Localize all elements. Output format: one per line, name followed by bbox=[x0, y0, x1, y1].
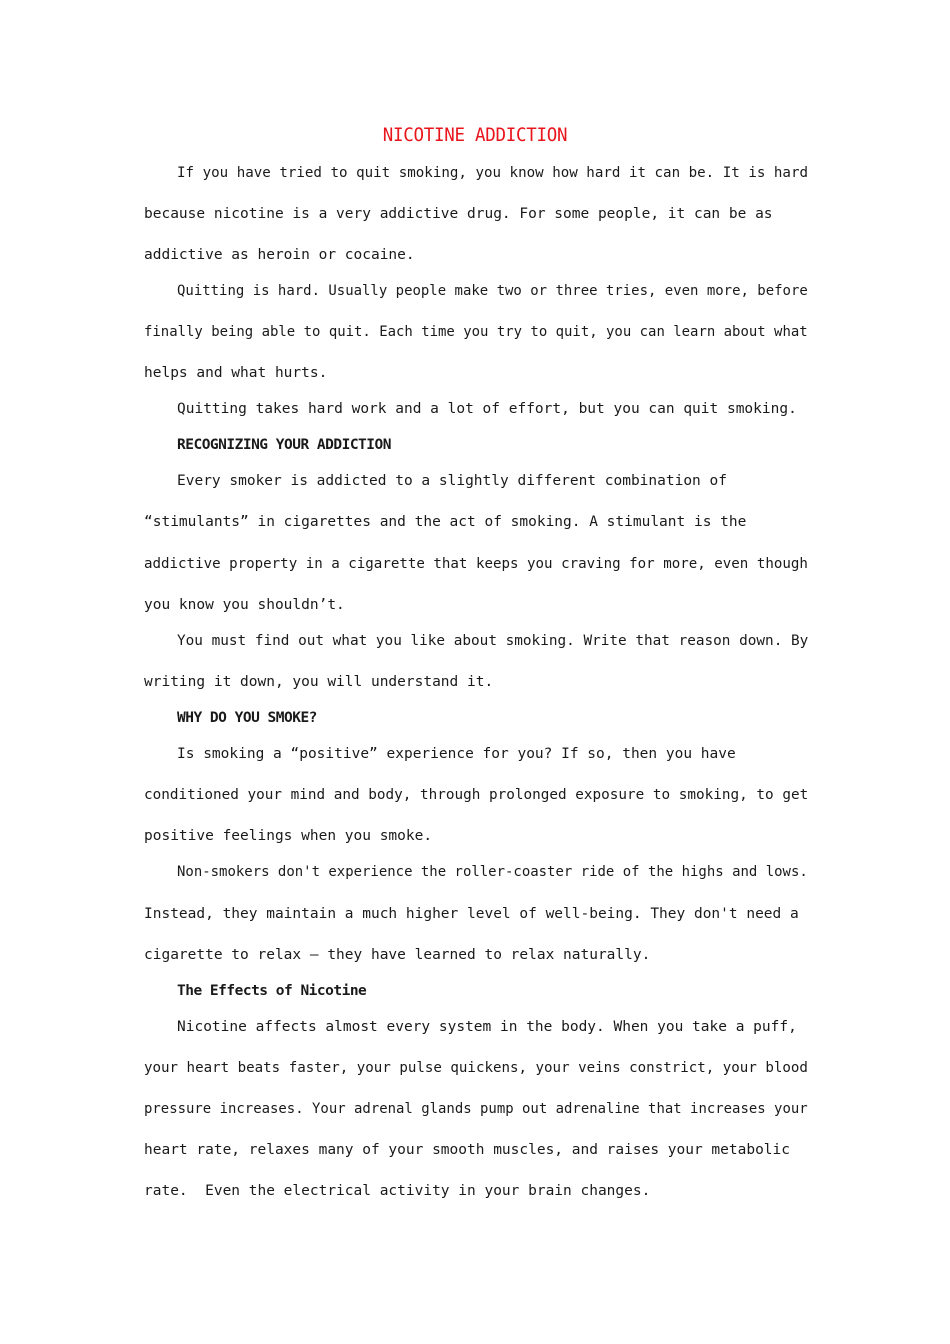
paragraph-line: Quitting takes hard work and a lot of effort, but you can quit smoking. bbox=[177, 401, 797, 417]
paragraph-line: pressure increases. Your adrenal glands pump out adrenaline that increases your bbox=[144, 1101, 808, 1117]
paragraph-line: addictive as heroin or cocaine. bbox=[144, 247, 415, 263]
paragraph-line: your heart beats faster, your pulse quickens, your veins constrict, your blood bbox=[144, 1060, 808, 1076]
section-heading: RECOGNIZING YOUR ADDICTION bbox=[177, 437, 391, 453]
section-heading: WHY DO YOU SMOKE? bbox=[177, 710, 317, 726]
paragraph-line: Instead, they maintain a much higher level of well-being. They don't need a bbox=[144, 906, 799, 922]
paragraph-line: because nicotine is a very addictive drug. For some people, it can be as bbox=[144, 206, 773, 222]
paragraph-line: rate. Even the electrical activity in your brain changes. bbox=[144, 1183, 651, 1199]
paragraph-line: Non-smokers don't experience the roller-coaster ride of the highs and lows. bbox=[177, 864, 808, 880]
paragraph-line: addictive property in a cigarette that keeps you craving for more, even though bbox=[144, 556, 808, 572]
paragraph-line: You must find out what you like about smoking. Write that reason down. By bbox=[177, 633, 809, 649]
paragraph-line: writing it down, you will understand it. bbox=[144, 674, 494, 690]
paragraph-line: Is smoking a “positive” experience for you? If so, then you have bbox=[177, 746, 736, 762]
section-heading: The Effects of Nicotine bbox=[177, 983, 367, 999]
paragraph-line: Every smoker is addicted to a slightly different combination of bbox=[177, 473, 727, 489]
paragraph-line: positive feelings when you smoke. bbox=[144, 828, 433, 844]
paragraph-line: “stimulants” in cigarettes and the act of smoking. A stimulant is the bbox=[144, 514, 747, 530]
paragraph-line: conditioned your mind and body, through prolonged exposure to smoking, to get bbox=[144, 787, 809, 803]
paragraph-line: If you have tried to quit smoking, you know how hard it can be. It is hard bbox=[177, 165, 809, 181]
page-title: NICOTINE ADDICTION bbox=[382, 124, 568, 146]
paragraph-line: helps and what hurts. bbox=[144, 365, 328, 381]
paragraph-line: you know you shouldn’t. bbox=[144, 597, 345, 613]
paragraph-line: Quitting is hard. Usually people make two or three tries, even more, before bbox=[177, 283, 808, 299]
paragraph-line: Nicotine affects almost every system in the body. When you take a puff, bbox=[177, 1019, 797, 1035]
paragraph-line: cigarette to relax – they have learned to relax naturally. bbox=[144, 947, 651, 963]
paragraph-line: heart rate, relaxes many of your smooth muscles, and raises your metabolic bbox=[144, 1142, 791, 1158]
paragraph-line: finally being able to quit. Each time you try to quit, you can learn about what bbox=[144, 324, 808, 340]
